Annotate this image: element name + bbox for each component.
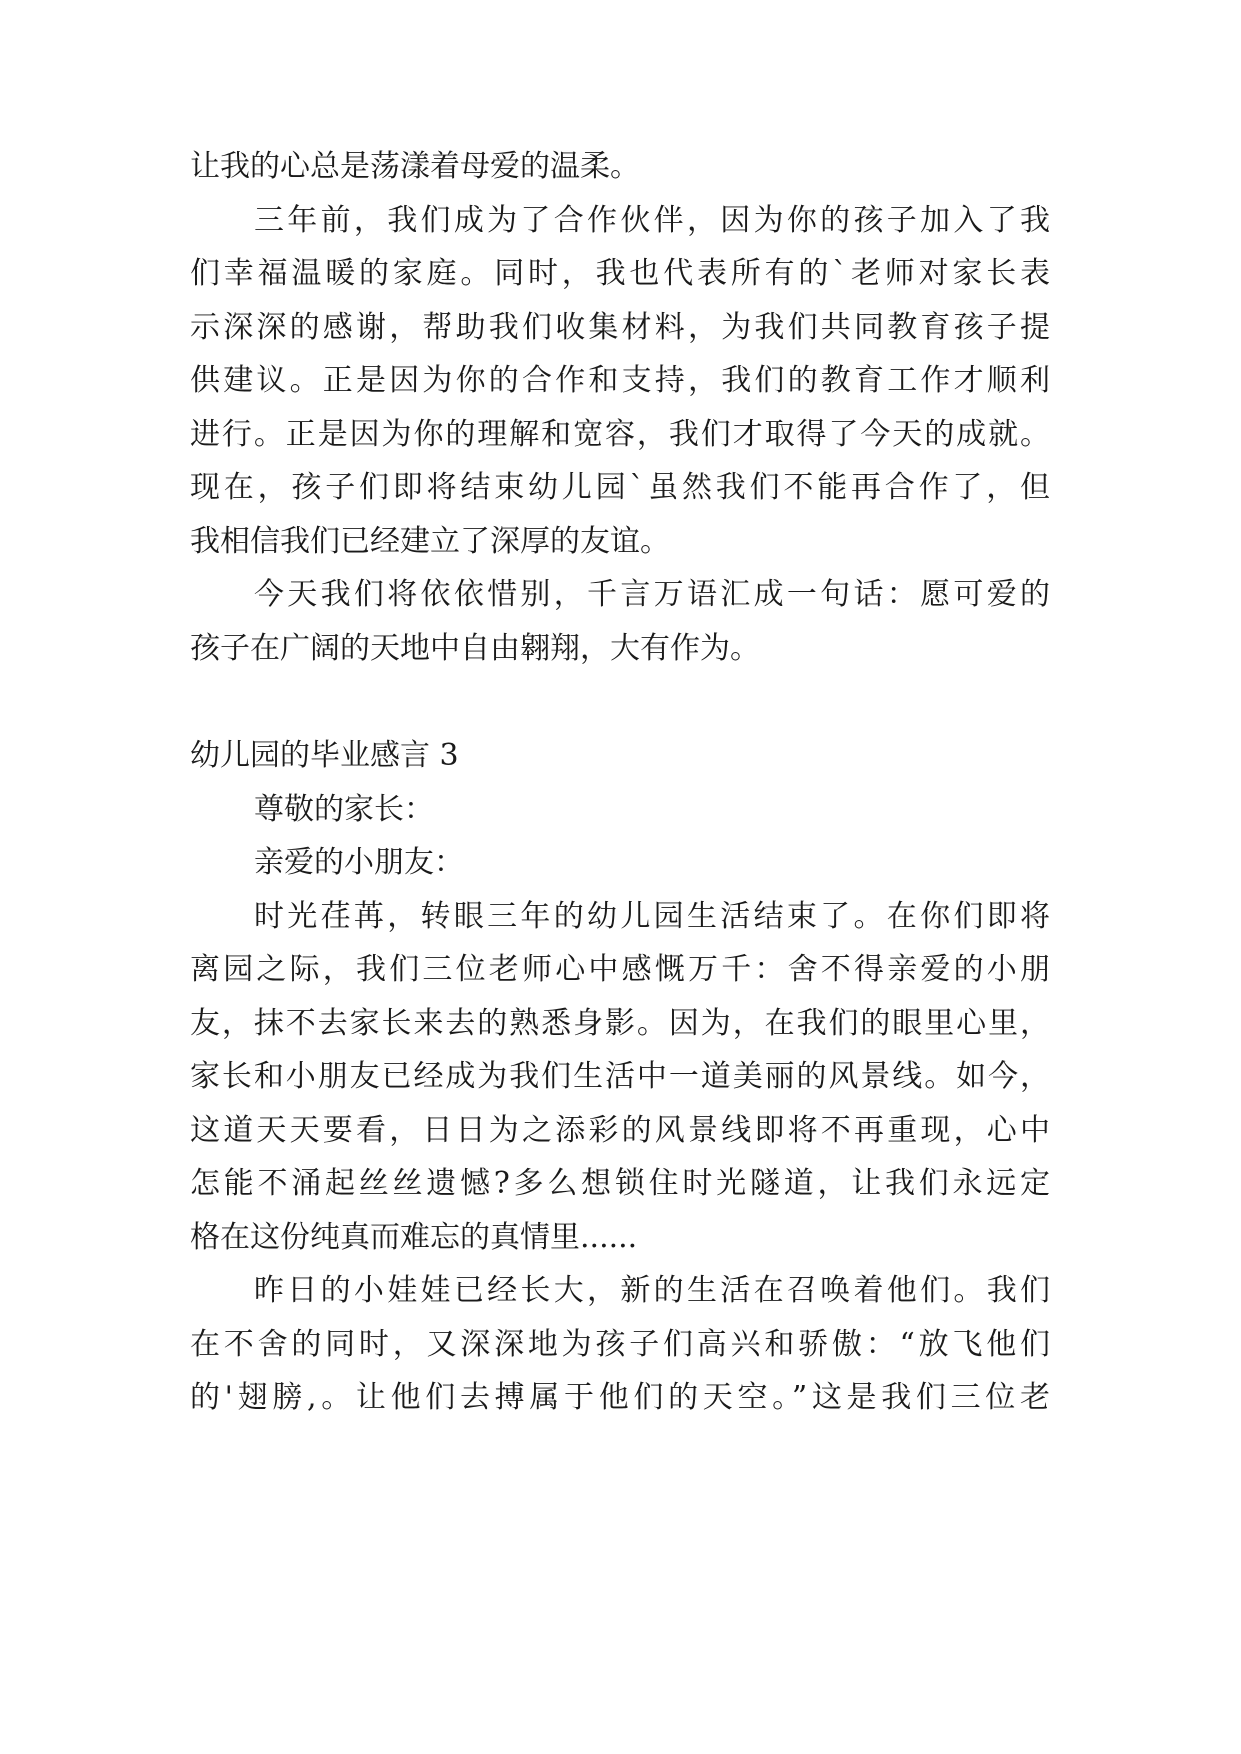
text-line: 现在，孩子们即将结束幼儿园`虽然我们不能再合作了，但 bbox=[190, 470, 1050, 505]
text-line: 格在这份纯真而难忘的真情里...... bbox=[190, 1220, 638, 1255]
text-line: 这道天天要看，日日为之添彩的风景线即将不再重现，心中 bbox=[190, 1113, 1050, 1148]
section-title: 幼儿园的毕业感言 3 bbox=[190, 738, 459, 773]
text-line: 让我的心总是荡漾着母爱的温柔。 bbox=[190, 149, 640, 184]
text-line: 示深深的感谢，帮助我们收集材料，为我们共同教育孩子提 bbox=[190, 310, 1050, 345]
text-line: 的'翅膀,。让他们去搏属于他们的天空。”这是我们三位老 bbox=[190, 1380, 1050, 1415]
text-line: 友，抹不去家长来去的熟悉身影。因为，在我们的眼里心里， bbox=[190, 1006, 1050, 1041]
text-line: 时光荏苒，转眼三年的幼儿园生活结束了。在你们即将 bbox=[254, 899, 1050, 934]
text-line: 家长和小朋友已经成为我们生活中一道美丽的风景线。如今， bbox=[190, 1059, 1050, 1094]
text-line: 三年前，我们成为了合作伙伴，因为你的孩子加入了我 bbox=[254, 203, 1050, 238]
text-line: 进行。正是因为你的理解和宽容，我们才取得了今天的成就。 bbox=[190, 417, 1050, 452]
text-line: 供建议。正是因为你的合作和支持，我们的教育工作才顺利 bbox=[190, 363, 1050, 398]
text-line: 们幸福温暖的家庭。同时，我也代表所有的`老师对家长表 bbox=[190, 256, 1050, 291]
text-line: 今天我们将依依惜别，千言万语汇成一句话：愿可爱的 bbox=[254, 577, 1050, 612]
text-line: 离园之际，我们三位老师心中感慨万千：舍不得亲爱的小朋 bbox=[190, 952, 1050, 987]
text-line: 我相信我们已经建立了深厚的友谊。 bbox=[190, 524, 670, 559]
salutation: 尊敬的家长： bbox=[254, 792, 434, 827]
text-line: 昨日的小娃娃已经长大，新的生活在召唤着他们。我们 bbox=[254, 1273, 1050, 1308]
text-line: 在不舍的同时，又深深地为孩子们高兴和骄傲：“放飞他们 bbox=[190, 1327, 1050, 1362]
text-line: 孩子在广阔的天地中自由翱翔，大有作为。 bbox=[190, 631, 760, 666]
salutation: 亲爱的小朋友： bbox=[254, 845, 464, 880]
text-line: 怎能不涌起丝丝遗憾?多么想锁住时光隧道，让我们永远定 bbox=[190, 1166, 1050, 1201]
